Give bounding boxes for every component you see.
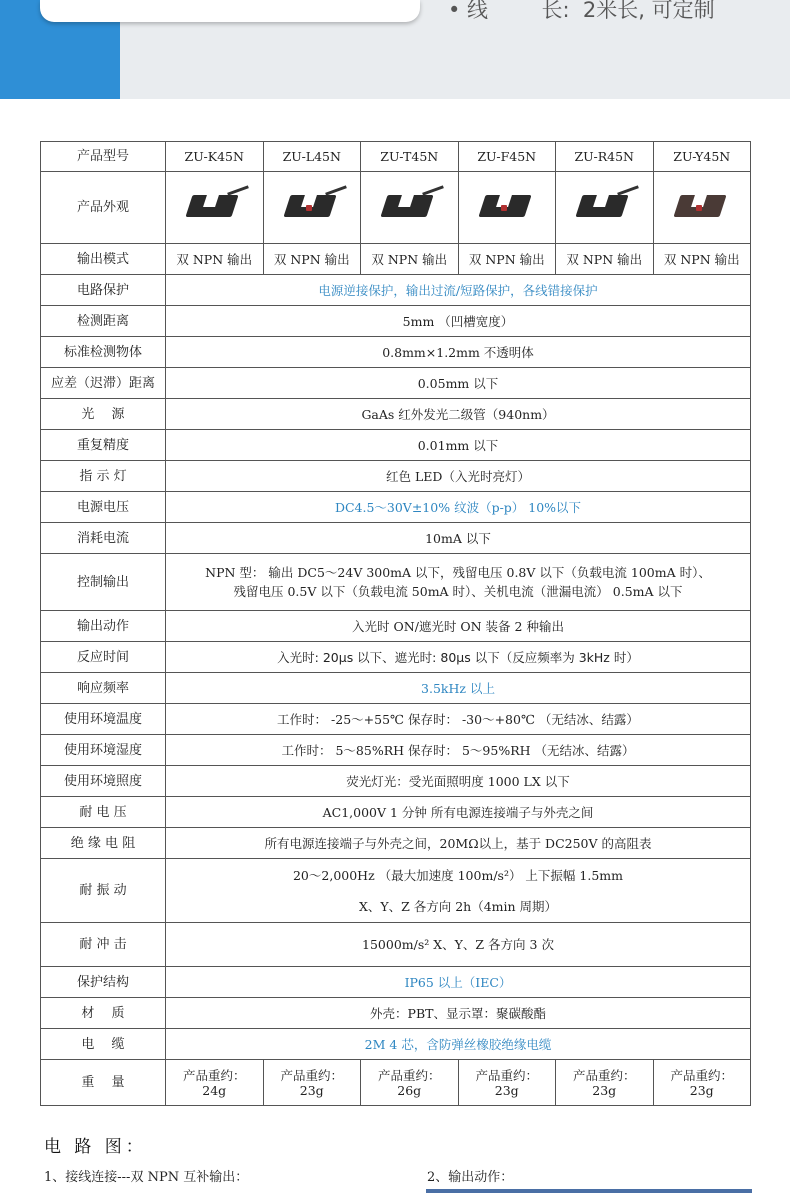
table-row	[41, 859, 751, 923]
row-label: 产品型号	[41, 142, 166, 172]
row-label: 响应频率	[41, 673, 166, 704]
output-action-heading: 2、输出动作：	[427, 1170, 514, 1185]
row-value: 15000m/s² X、Y、Z 各方向 3 次	[166, 923, 751, 967]
output-mode-cell: 双 NPN 输出	[458, 244, 556, 275]
row-value: 5mm （凹槽宽度）	[166, 306, 751, 337]
spec-table	[40, 141, 751, 1106]
weight-prefix: 产品重约：	[377, 1067, 441, 1083]
row-value: IP65 以上（IEC）	[166, 967, 751, 998]
row-label: 光 源	[41, 399, 166, 430]
model-cell: ZU-T45N	[361, 142, 459, 172]
table-row	[41, 766, 751, 797]
table-row	[41, 1060, 751, 1106]
table-row	[41, 998, 751, 1029]
table-row	[41, 368, 751, 399]
row-label: 消耗电流	[41, 523, 166, 554]
table-row	[41, 430, 751, 461]
banner-cable-length: • 线 长: 2米长, 可定制	[448, 0, 715, 22]
model-cell: ZU-Y45N	[653, 142, 751, 172]
row-label: 输出动作	[41, 611, 166, 642]
output-mode-cell: 双 NPN 输出	[361, 244, 459, 275]
row-label: 指 示 灯	[41, 461, 166, 492]
table-row	[41, 642, 751, 673]
table-row	[41, 244, 751, 275]
table-row	[41, 306, 751, 337]
row-value: 入光时 ON/遮光时 ON 装备 2 种输出	[166, 611, 751, 642]
row-label: 耐 振 动	[41, 859, 166, 923]
product-image	[166, 172, 264, 244]
output-mode-cell: 双 NPN 输出	[263, 244, 361, 275]
row-value: 工作时： 5～85%RH 保存时： 5～95%RH （无结冰、结露）	[166, 735, 751, 766]
product-image	[458, 172, 556, 244]
table-row	[41, 704, 751, 735]
model-cell: ZU-K45N	[166, 142, 264, 172]
row-label: 使用环境照度	[41, 766, 166, 797]
row-value	[166, 859, 751, 923]
output-mode-cell: 双 NPN 输出	[556, 244, 654, 275]
row-label: 产品外观	[41, 172, 166, 244]
weight-value: 23g	[592, 1082, 617, 1098]
table-row	[41, 735, 751, 766]
row-label: 耐 冲 击	[41, 923, 166, 967]
row-value: 红色 LED（入光时亮灯）	[166, 461, 751, 492]
row-label: 耐 电 压	[41, 797, 166, 828]
row-value: 0.05mm 以下	[166, 368, 751, 399]
weight-cell	[653, 1060, 751, 1106]
table-row	[41, 275, 751, 306]
weight-value: 24g	[202, 1082, 227, 1098]
model-cell: ZU-R45N	[556, 142, 654, 172]
row-label: 材 质	[41, 998, 166, 1029]
row-value: AC1,000V 1 分钟 所有电源连接端子与外壳之间	[166, 797, 751, 828]
row-value	[166, 554, 751, 611]
weight-cell	[361, 1060, 459, 1106]
table-row	[41, 337, 751, 368]
row-value: 外壳：PBT、显示罩：聚碳酸酯	[166, 998, 751, 1029]
weight-value: 26g	[397, 1082, 422, 1098]
row-label: 保护结构	[41, 967, 166, 998]
product-image	[361, 172, 459, 244]
table-row	[41, 172, 751, 244]
row-label: 输出模式	[41, 244, 166, 275]
table-row	[41, 797, 751, 828]
row-value: DC4.5～30V±10% 纹波（p-p） 10%以下	[166, 492, 751, 523]
row-value: 所有电源连接端子与外壳之间，20MΩ以上，基于 DC250V 的高阻表	[166, 828, 751, 859]
row-label: 检测距离	[41, 306, 166, 337]
product-image	[263, 172, 361, 244]
vibration-line: 20～2,000Hz （最大加速度 100m/s²） 上下振幅 1.5mm	[292, 867, 623, 883]
table-row	[41, 611, 751, 642]
weight-cell	[263, 1060, 361, 1106]
row-label: 使用环境湿度	[41, 735, 166, 766]
table-row	[41, 673, 751, 704]
row-value: 0.8mm×1.2mm 不透明体	[166, 337, 751, 368]
weight-value: 23g	[494, 1082, 519, 1098]
row-label: 标准检测物体	[41, 337, 166, 368]
model-cell: ZU-F45N	[458, 142, 556, 172]
table-row	[41, 399, 751, 430]
weight-value: 23g	[299, 1082, 324, 1098]
weight-prefix: 产品重约：	[475, 1067, 538, 1083]
row-value: 3.5kHz 以上	[166, 673, 751, 704]
weight-prefix: 产品重约：	[572, 1067, 636, 1083]
table-row	[41, 828, 751, 859]
control-output-line: 残留电压 0.5V 以下（负载电流 50mA 时）、关机电流（泄漏电流） 0.5mA 以下	[233, 584, 683, 599]
row-value: GaAs 红外发光二级管（940nm）	[166, 399, 751, 430]
row-value: 电源逆接保护，输出过流/短路保护，各线错接保护	[166, 275, 751, 306]
weight-cell	[556, 1060, 654, 1106]
model-cell: ZU-L45N	[263, 142, 361, 172]
row-value: 入光时: 20μs 以下、遮光时: 80μs 以下（反应频率为 3kHz 时）	[166, 642, 751, 673]
row-label: 绝 缘 电 阻	[41, 828, 166, 859]
row-label: 重复精度	[41, 430, 166, 461]
row-label: 反应时间	[41, 642, 166, 673]
output-action-table-edge	[426, 1189, 752, 1193]
weight-prefix: 产品重约：	[182, 1067, 246, 1083]
weight-prefix: 产品重约：	[670, 1067, 733, 1083]
banner-card	[40, 0, 420, 22]
weight-cell	[166, 1060, 264, 1106]
table-row	[41, 142, 751, 172]
row-label: 使用环境温度	[41, 704, 166, 735]
row-label: 重 量	[41, 1060, 166, 1106]
table-row	[41, 461, 751, 492]
row-label: 应差（迟滞）距离	[41, 368, 166, 399]
table-row	[41, 923, 751, 967]
circuit-diagram-title: 电 路 图：	[44, 1137, 147, 1157]
table-row	[41, 523, 751, 554]
product-image	[653, 172, 751, 244]
row-value: 荧光灯光：受光面照明度 1000 LX 以下	[166, 766, 751, 797]
table-row	[41, 1029, 751, 1060]
output-mode-cell: 双 NPN 输出	[166, 244, 264, 275]
row-label: 电 缆	[41, 1029, 166, 1060]
table-row	[41, 967, 751, 998]
row-value: 10mA 以下	[166, 523, 751, 554]
row-value: 2M 4 芯，含防弹丝橡胶绝缘电缆	[166, 1029, 751, 1060]
row-value: 工作时： -25～+55℃ 保存时： -30～+80℃ （无结冰、结露）	[166, 704, 751, 735]
control-output-line: NPN 型： 输出 DC5～24V 300mA 以下，残留电压 0.8V 以下（负载电流 100mA 时）、	[205, 565, 711, 580]
row-value: 0.01mm 以下	[166, 430, 751, 461]
table-row	[41, 554, 751, 611]
weight-value: 23g	[689, 1082, 714, 1098]
weight-prefix: 产品重约：	[280, 1067, 343, 1083]
output-mode-cell: 双 NPN 输出	[653, 244, 751, 275]
vibration-line: X、Y、Z 各方向 2h（4min 周期）	[358, 898, 558, 914]
weight-cell	[458, 1060, 556, 1106]
wiring-heading: 1、接线连接---双 NPN 互补输出：	[44, 1170, 249, 1185]
row-label: 控制输出	[41, 554, 166, 611]
row-label: 电路保护	[41, 275, 166, 306]
table-row	[41, 492, 751, 523]
row-label: 电源电压	[41, 492, 166, 523]
product-image	[556, 172, 654, 244]
